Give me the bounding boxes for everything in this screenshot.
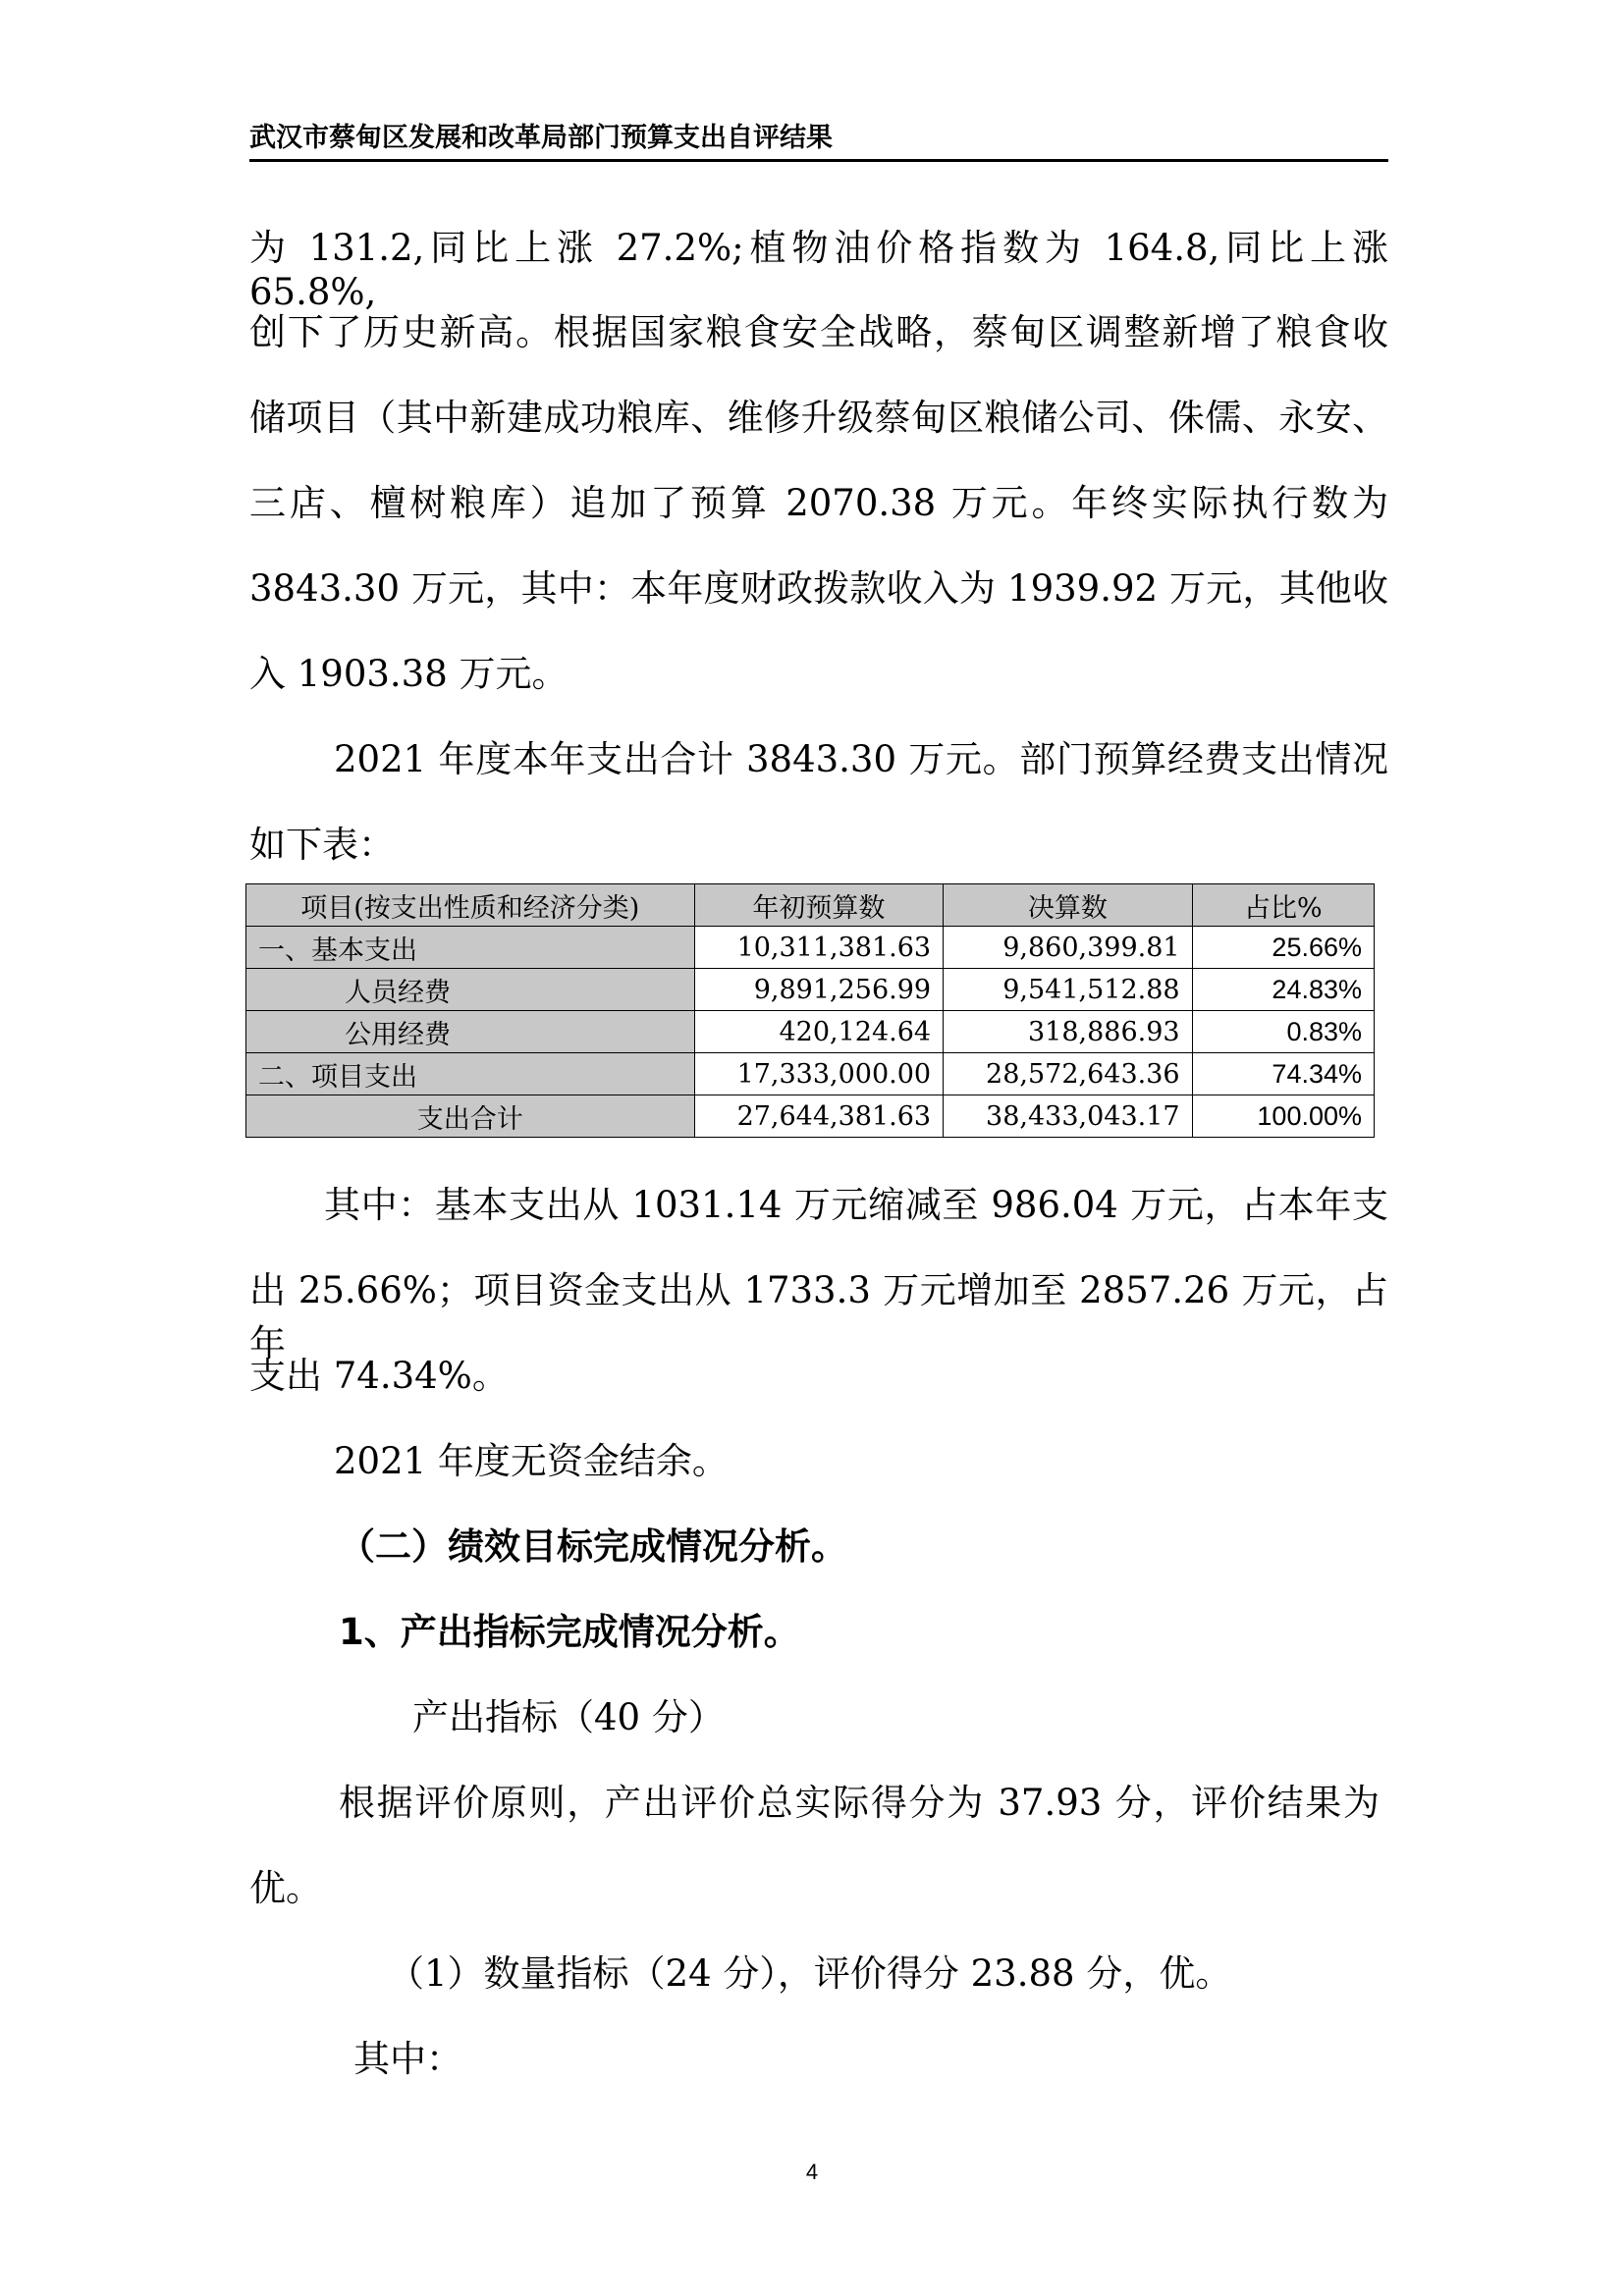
page-header-title: 武汉市蔡甸区发展和改革局部门预算支出自评结果	[249, 123, 833, 153]
table-cell: 38,433,043.17	[944, 1095, 1192, 1138]
table-header-cell: 决算数	[944, 884, 1192, 927]
paragraph-line: 储项目（其中新建成功粮库、维修升级蔡甸区粮储公司、侏儒、永安、	[249, 397, 1388, 439]
table-cell: 24.83%	[1192, 969, 1374, 1011]
paragraph-line: （1）数量指标（24 分），评价得分 23.88 分，优。	[388, 1952, 1232, 1995]
table-cell: 9,860,399.81	[944, 927, 1192, 969]
paragraph-line: 为 131.2,同比上涨 27.2%;植物油价格指数为 164.8,同比上涨 65.8%,	[249, 227, 1388, 313]
table-cell: 318,886.93	[944, 1011, 1192, 1053]
table-cell: 100.00%	[1192, 1095, 1374, 1138]
table-cell: 27,644,381.63	[694, 1095, 943, 1138]
table-row	[246, 1011, 1375, 1053]
table-cell: 一、基本支出	[246, 927, 695, 969]
table-header-cell: 项目(按支出性质和经济分类)	[246, 884, 695, 927]
table-header-row	[246, 884, 1375, 927]
paragraph-line: 优。	[249, 1867, 322, 1909]
table-cell: 25.66%	[1192, 927, 1374, 969]
table-cell: 420,124.64	[694, 1011, 943, 1053]
paragraph-line: 出 25.66%；项目资金支出从 1733.3 万元增加至 2857.26 万元，占年	[249, 1269, 1388, 1364]
paragraph-line: 其中：基本支出从 1031.14 万元缩减至 986.04 万元，占本年支	[324, 1184, 1388, 1226]
table-cell: 二、项目支出	[246, 1053, 695, 1095]
table-cell: 10,311,381.63	[694, 927, 943, 969]
paragraph-line: 2021 年度无资金结余。	[334, 1440, 729, 1482]
paragraph-line: 入 1903.38 万元。	[249, 653, 568, 695]
table-row	[246, 1053, 1375, 1095]
table-cell: 公用经费	[246, 1011, 695, 1053]
table-cell: 74.34%	[1192, 1053, 1374, 1095]
budget-table	[245, 883, 1375, 1138]
paragraph-line: 三店、檀树粮库）追加了预算 2070.38 万元。年终实际执行数为	[249, 482, 1388, 524]
table-cell: 9,891,256.99	[694, 969, 943, 1011]
table-cell: 支出合计	[246, 1095, 695, 1138]
table-header-cell: 占比%	[1192, 884, 1374, 927]
section-heading: （二）绩效目标完成情况分析。	[339, 1525, 847, 1568]
table-cell: 0.83%	[1192, 1011, 1374, 1053]
paragraph-line: 2021 年度本年支出合计 3843.30 万元。部门预算经费支出情况	[334, 738, 1388, 780]
paragraph-line: 创下了历史新高。根据国家粮食安全战略，蔡甸区调整新增了粮食收	[249, 311, 1388, 353]
page-number: 4	[805, 2160, 819, 2184]
header-divider	[249, 159, 1388, 162]
indicator-label: 产出指标（40 分）	[412, 1696, 725, 1738]
table-cell: 9,541,512.88	[944, 969, 1192, 1011]
table-row	[246, 927, 1375, 969]
table-row	[246, 969, 1375, 1011]
table-row	[246, 1095, 1375, 1138]
paragraph-line: 3843.30 万元，其中：本年度财政拨款收入为 1939.92 万元，其他收	[249, 567, 1388, 610]
paragraph-line: 根据评价原则，产出评价总实际得分为 37.93 分，评价结果为	[339, 1782, 1380, 1824]
paragraph-line: 支出 74.34%。	[249, 1355, 509, 1397]
table-cell: 17,333,000.00	[694, 1053, 943, 1095]
paragraph-line: 其中：	[353, 2038, 462, 2080]
table-cell: 28,572,643.36	[944, 1053, 1192, 1095]
table-cell: 人员经费	[246, 969, 695, 1011]
paragraph-line: 如下表：	[249, 824, 395, 866]
subsection-heading: 1、产出指标完成情况分析。	[339, 1611, 800, 1653]
table-header-cell: 年初预算数	[694, 884, 943, 927]
